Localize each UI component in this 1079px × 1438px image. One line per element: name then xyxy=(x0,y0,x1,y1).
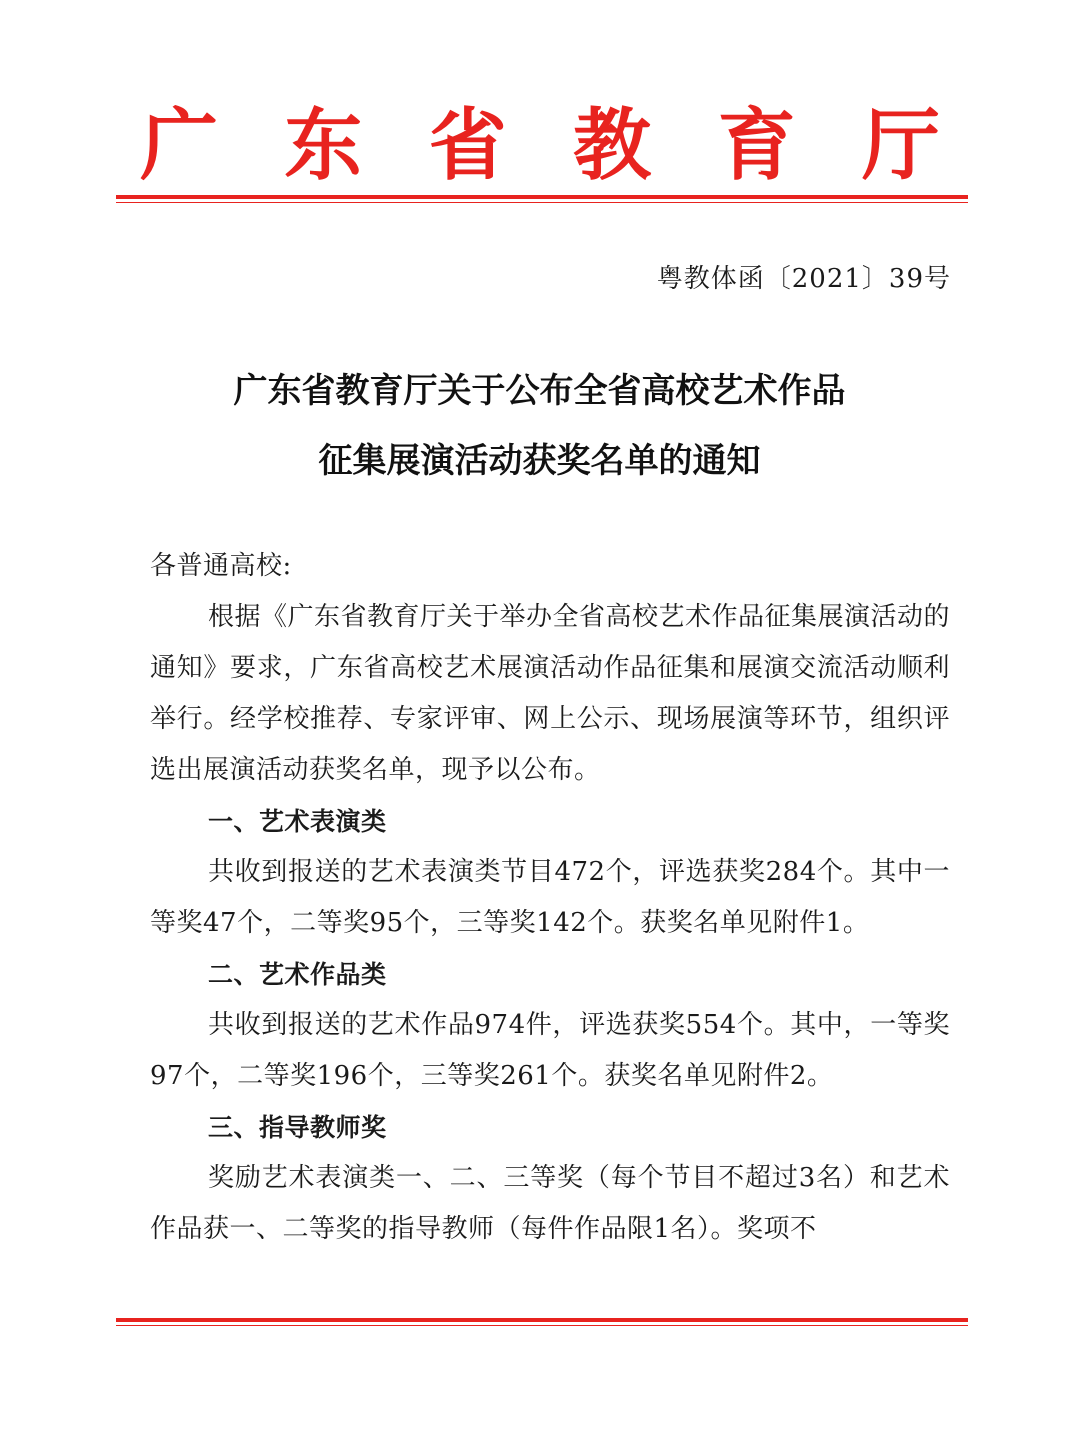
divider-thick-line xyxy=(116,195,968,199)
title-line-1: 广东省教育厅关于公布全省高校艺术作品 xyxy=(233,371,846,411)
divider-thin-line xyxy=(116,202,968,203)
letterhead-divider xyxy=(116,195,968,203)
footer-divider xyxy=(116,1318,968,1326)
salutation: 各普通高校: xyxy=(150,551,292,581)
section-1-heading: 一、艺术表演类 xyxy=(208,807,387,836)
letterhead-char: 省 xyxy=(428,100,507,191)
letterhead-char: 广 xyxy=(140,100,219,191)
section-3-paragraph: 奖励艺术表演类一、二、三等奖（每个节目不超过3名）和艺术作品获一、二等奖的指导教师（每件作品限1名）。奖项不 xyxy=(150,1163,950,1244)
section-1-paragraph: 共收到报送的艺术表演类节目472个，评选获奖284个。其中一等奖47个，二等奖95个，三等奖142个。获奖名单见附件1。 xyxy=(150,857,950,938)
letterhead-char: 东 xyxy=(284,100,363,191)
letterhead-char: 教 xyxy=(573,100,652,191)
document-title xyxy=(0,356,1079,496)
document-number: 粤教体函〔2021〕39号 xyxy=(656,264,951,294)
letterhead-char: 育 xyxy=(717,100,796,191)
title-line-2: 征集展演活动获奖名单的通知 xyxy=(318,441,761,481)
section-3-heading: 三、指导教师奖 xyxy=(208,1113,387,1142)
intro-paragraph: 根据《广东省教育厅关于举办全省高校艺术作品征集展演活动的通知》要求，广东省高校艺术展演活动作品征集和展演交流活动顺利举行。经学校推荐、专家评审、网上公示、现场展演等环节，组织评选出展演活动获奖名单，现予以公布。 xyxy=(150,602,951,785)
divider-thin-line xyxy=(116,1325,968,1326)
letterhead-title xyxy=(140,96,940,196)
divider-thick-line xyxy=(116,1318,968,1322)
section-2-paragraph: 共收到报送的艺术作品974件，评选获奖554个。其中，一等奖97个，二等奖196个，三等奖261个。获奖名单见附件2。 xyxy=(150,1010,950,1091)
document-body xyxy=(150,541,950,1255)
letterhead-char: 厅 xyxy=(861,100,940,191)
section-2-heading: 二、艺术作品类 xyxy=(208,960,387,989)
